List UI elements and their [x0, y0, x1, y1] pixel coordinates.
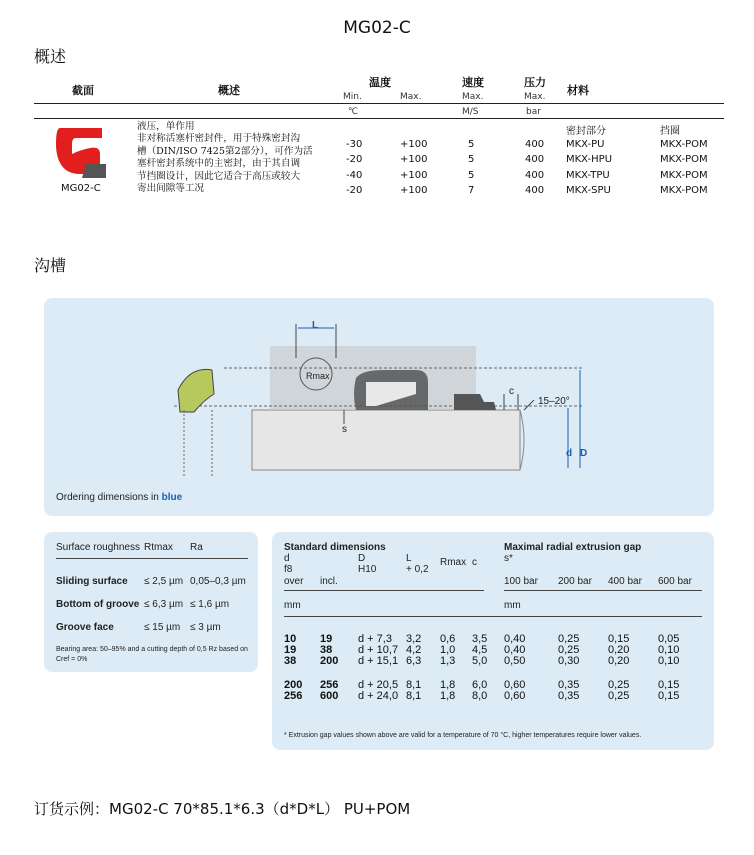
header-temp-max: Max.: [400, 92, 422, 102]
row-s: 0,20: [608, 644, 630, 656]
row-s: 0,60: [504, 679, 526, 691]
row-s: 0,40: [504, 644, 526, 656]
ordering-blue: blue: [161, 492, 183, 503]
row-s: 0,10: [658, 644, 680, 656]
row-over: 10: [284, 633, 297, 645]
row-s: 0,15: [658, 690, 680, 702]
dim-label-angle: 15–20°: [538, 396, 570, 407]
row-l: 4,2: [406, 644, 422, 656]
description-line: 槽（DIN/ISO 7425第2部分），可作为活: [137, 145, 313, 157]
col-l: L: [406, 553, 412, 564]
row-ring: MKX-POM: [660, 170, 708, 181]
row-s: 0,60: [504, 690, 526, 702]
row-rmax: 1,8: [440, 679, 456, 691]
row-max: +100: [400, 185, 428, 196]
row-min: -20: [346, 185, 363, 196]
roughness-header-ra: Ra: [190, 542, 203, 553]
row-l: 3,2: [406, 633, 422, 645]
row-s: 0,40: [504, 633, 526, 645]
row-ring: MKX-POM: [660, 154, 708, 165]
dim-label-big-d: D: [580, 448, 588, 459]
description-line: 塞杆密封系统中的主密封，由于其自调: [137, 158, 301, 170]
row-s: 0,35: [558, 679, 580, 691]
header-speed-max: Max.: [462, 92, 484, 102]
document-title: MG02-C: [343, 18, 411, 38]
header-pressure-max: Max.: [524, 92, 546, 102]
row-big-d: d + 7,3: [358, 633, 392, 645]
description-line: 节挡圈设计，因此它适合于高压或较大: [137, 170, 301, 182]
header-divider: [34, 103, 724, 104]
row-over: 19: [284, 644, 297, 656]
dimensions-title: Standard dimensions: [284, 542, 386, 553]
header-pressure: 压力: [524, 76, 546, 89]
description-line: 寄出间隙等工况: [137, 183, 205, 195]
row-max: +100: [400, 154, 428, 165]
row-rmax: 1,3: [440, 655, 456, 667]
col-l-tol: + 0,2: [406, 564, 429, 575]
row-incl: 256: [320, 679, 339, 691]
roughness-note-1: Bearing area: 50–95% and a cutting depth of 0,5 Rz based on: [56, 646, 248, 653]
dim-divider-right: [504, 590, 702, 591]
dim-divider-left: [284, 590, 484, 591]
row-s: 0,20: [608, 655, 630, 667]
roughness-divider: [56, 558, 248, 559]
row-big-d: d + 20,5: [358, 679, 399, 691]
row-pressure: 400: [525, 139, 545, 150]
row-speed: 5: [468, 139, 475, 150]
col-incl: incl.: [320, 576, 338, 587]
unit-pressure: bar: [526, 107, 541, 117]
material-seal-header: 密封部分: [566, 126, 606, 137]
row-speed: 7: [468, 185, 475, 196]
roughness-ra: ≤ 3 µm: [190, 622, 221, 633]
col-c: c: [472, 557, 477, 568]
row-s: 0,50: [504, 655, 526, 667]
row-s: 0,35: [558, 690, 580, 702]
dimensions-panel: [272, 532, 714, 750]
row-incl: 200: [320, 655, 339, 667]
units-divider: [34, 118, 724, 119]
header-temperature: 温度: [369, 76, 391, 89]
row-rmax: 0,6: [440, 633, 456, 645]
col-s: s*: [504, 553, 513, 564]
row-s: 0,05: [658, 633, 680, 645]
col-rmax: Rmax: [440, 557, 467, 568]
row-rmax: 1,0: [440, 644, 456, 656]
row-l: 8,1: [406, 690, 422, 702]
row-pressure: 400: [525, 154, 545, 165]
row-max: +100: [400, 139, 428, 150]
col-big-d-tol: H10: [358, 564, 377, 575]
gap-title: Maximal radial extrusion gap: [504, 542, 642, 553]
row-s: 0,30: [558, 655, 580, 667]
ordering-note: [56, 492, 182, 503]
row-incl: 19: [320, 633, 333, 645]
row-s: 0,15: [608, 633, 630, 645]
row-min: -30: [346, 139, 363, 150]
row-s: 0,15: [658, 679, 680, 691]
roughness-header-surface: Surface roughness: [56, 542, 140, 553]
unit-speed: M/S: [462, 107, 479, 117]
roughness-ra: ≤ 1,6 µm: [190, 599, 230, 610]
row-over: 256: [284, 690, 303, 702]
row-over: 200: [284, 679, 303, 691]
bar-label: 400 bar: [608, 576, 642, 587]
col-d: d: [284, 553, 290, 564]
header-material: 材料: [567, 84, 589, 97]
row-ring: MKX-POM: [660, 185, 708, 196]
row-c: 8,0: [472, 690, 488, 702]
roughness-rtmax: ≤ 15 µm: [144, 622, 181, 633]
description-line: 非对称活塞杆密封件，用于特殊密封沟: [137, 133, 301, 145]
row-pressure: 400: [525, 185, 545, 196]
row-incl: 38: [320, 644, 333, 656]
row-c: 6,0: [472, 679, 488, 691]
dim-label-c: c: [509, 386, 514, 397]
row-s: 0,25: [608, 679, 630, 691]
unit-divider: [284, 616, 702, 617]
groove-diagram: [44, 298, 714, 516]
unit-right: mm: [504, 600, 521, 611]
groove-diagram-panel: [44, 298, 714, 516]
row-speed: 5: [468, 154, 475, 165]
row-c: 3,5: [472, 633, 488, 645]
row-s: 0,25: [558, 644, 580, 656]
roughness-ra: 0,05–0,3 µm: [190, 576, 246, 587]
seal-section-image: [54, 124, 110, 180]
row-seal: MKX-SPU: [566, 185, 611, 196]
roughness-panel: [44, 532, 258, 672]
dim-label-s: s: [342, 424, 347, 435]
unit-left: mm: [284, 600, 301, 611]
dim-label-d: d: [566, 448, 573, 459]
header-speed: 速度: [462, 76, 484, 89]
bar-label: 200 bar: [558, 576, 592, 587]
row-l: 6,3: [406, 655, 422, 667]
roughness-label: Groove face: [56, 622, 114, 633]
row-big-d: d + 15,1: [358, 655, 399, 667]
row-speed: 5: [468, 170, 475, 181]
row-incl: 600: [320, 690, 339, 702]
roughness-header-rtmax: Rtmax: [144, 542, 173, 553]
roughness-rtmax: ≤ 6,3 µm: [144, 599, 184, 610]
dim-label-rmax: Rmax: [306, 371, 330, 381]
ordering-text: Ordering dimensions in: [56, 492, 159, 503]
row-s: 0,10: [658, 655, 680, 667]
row-seal: MKX-TPU: [566, 170, 610, 181]
row-l: 8,1: [406, 679, 422, 691]
row-min: -20: [346, 154, 363, 165]
row-rmax: 1,8: [440, 690, 456, 702]
header-description: 概述: [218, 84, 240, 97]
col-d-tol: f8: [284, 564, 293, 575]
row-ring: MKX-POM: [660, 139, 708, 150]
row-pressure: 400: [525, 170, 545, 181]
row-s: 0,25: [558, 633, 580, 645]
row-c: 4,5: [472, 644, 488, 656]
dim-label-l: L: [312, 320, 319, 331]
row-c: 5,0: [472, 655, 488, 667]
header-section: 截面: [72, 84, 94, 97]
overview-heading: 概述: [34, 47, 67, 66]
row-seal: MKX-PU: [566, 139, 605, 150]
row-s: 0,25: [608, 690, 630, 702]
description-line: 液压，单作用: [137, 121, 195, 132]
row-big-d: d + 10,7: [358, 644, 399, 656]
order-example: 订货示例：MG02-C 70*85.1*6.3（d*D*L） PU+POM: [34, 800, 411, 818]
description-block: [137, 121, 337, 195]
row-max: +100: [400, 170, 428, 181]
bar-label: 600 bar: [658, 576, 692, 587]
roughness-rtmax: ≤ 2,5 µm: [144, 576, 184, 587]
row-seal: MKX-HPU: [566, 154, 613, 165]
roughness-label: Sliding surface: [56, 576, 128, 587]
roughness-label: Bottom of groove: [56, 599, 140, 610]
col-over: over: [284, 576, 304, 587]
unit-temperature: ℃: [348, 107, 359, 117]
col-big-d: D: [358, 553, 366, 564]
row-big-d: d + 24,0: [358, 690, 399, 702]
row-min: -40: [346, 170, 363, 181]
groove-heading: 沟槽: [34, 256, 67, 275]
roughness-note-2: Cref = 0%: [56, 656, 88, 663]
row-over: 38: [284, 655, 297, 667]
material-ring-header: 挡圈: [660, 126, 680, 137]
dimensions-footnote: * Extrusion gap values shown above are valid for a temperature of 70 °C, higher temperatures require lower values.: [284, 732, 642, 739]
header-temp-min: Min.: [343, 92, 362, 102]
bar-label: 100 bar: [504, 576, 538, 587]
part-label: MG02-C: [61, 183, 101, 194]
